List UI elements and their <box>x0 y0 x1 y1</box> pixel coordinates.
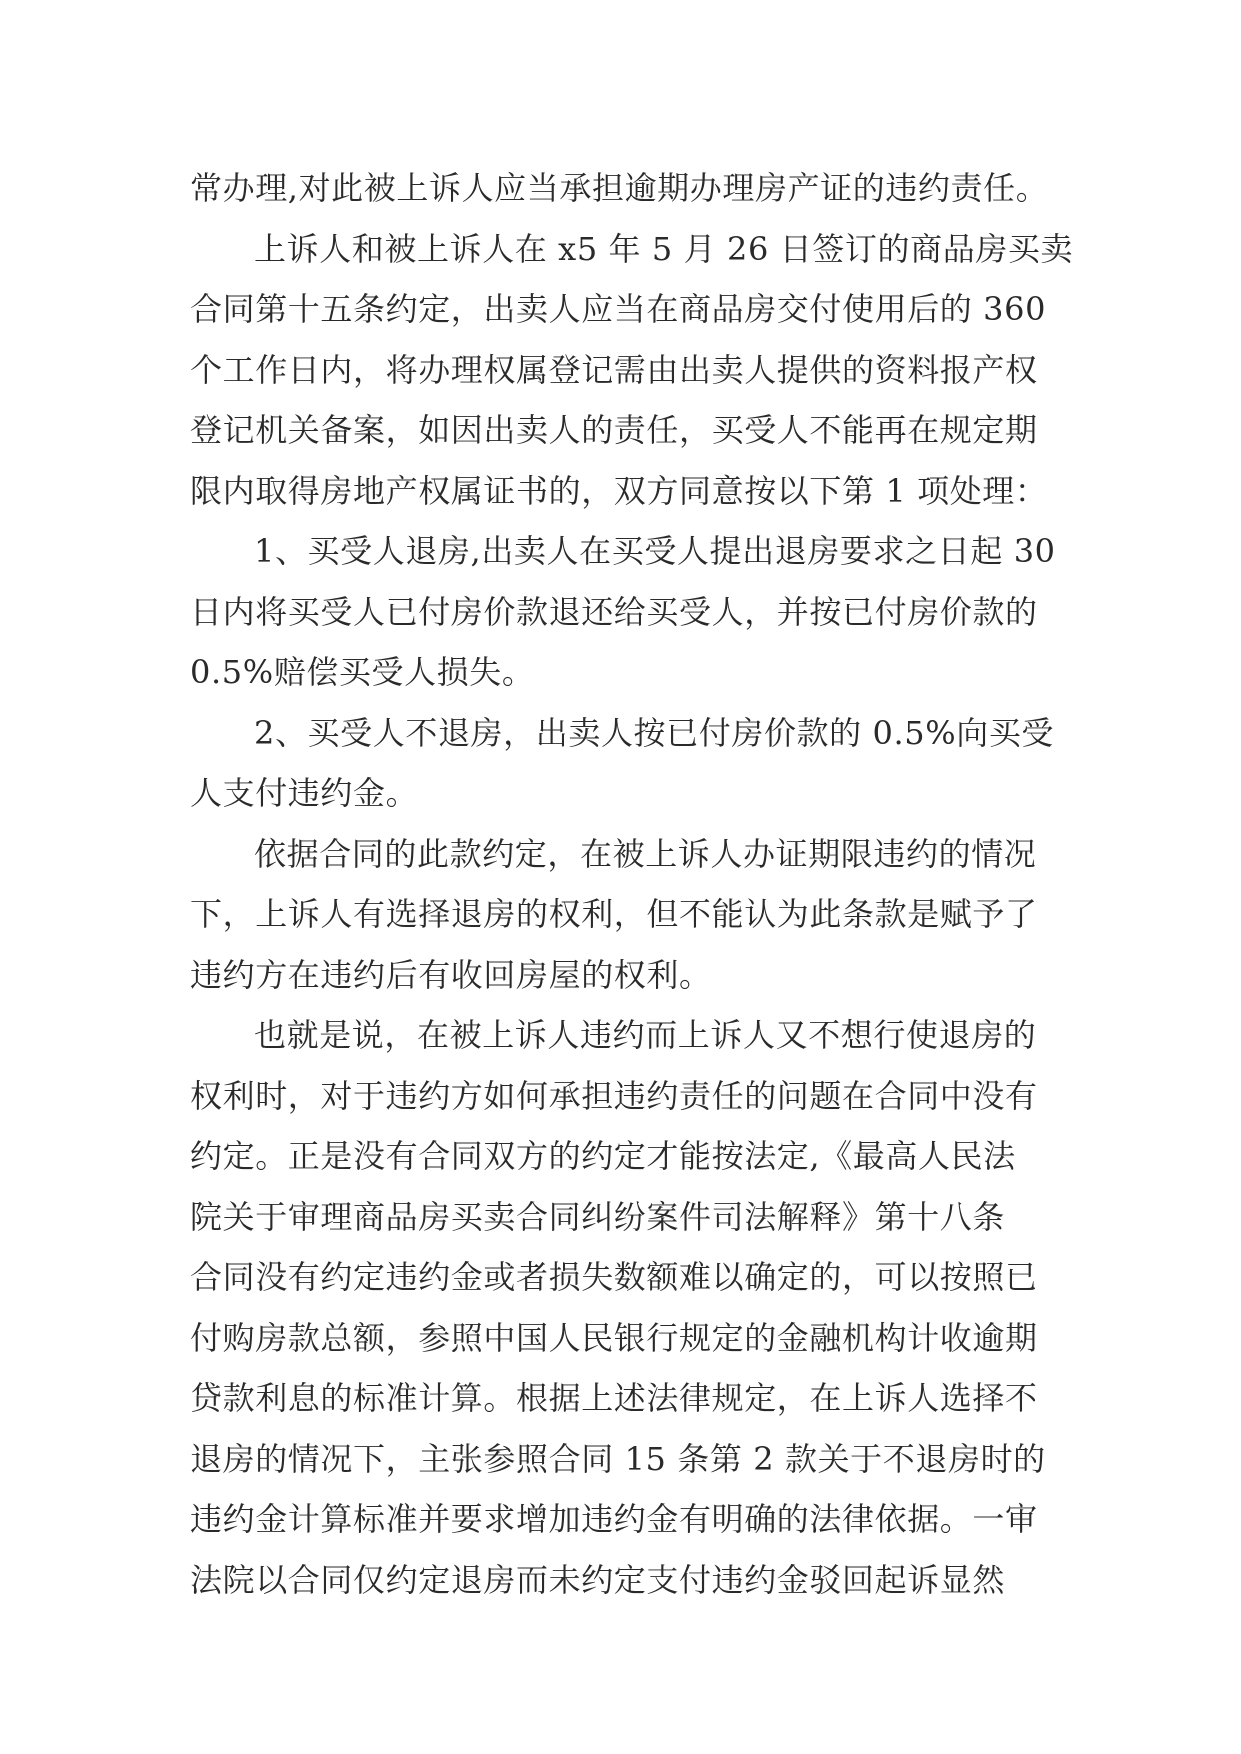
paragraph-start-line: 上诉人和被上诉人在 x5 年 5 月 26 日签订的商品房买卖 <box>254 229 1074 268</box>
list-item-line: 2、买受人不退房，出卖人按已付房价款的 0.5%向买受 <box>254 713 1055 752</box>
text-line: 合同没有约定违约金或者损失数额难以确定的，可以按照已 <box>190 1258 1038 1296</box>
text-line: 法院以合同仅约定退房而未约定支付违约金驳回起诉显然 <box>190 1560 1006 1599</box>
text-line: 限内取得房地产权属证书的，双方同意按以下第 1 项处理： <box>190 471 1048 510</box>
text-line: 违约方在违约后有收回房屋的权利。 <box>190 955 712 994</box>
text-line: 合同第十五条约定，出卖人应当在商品房交付使用后的 360 <box>190 290 1047 328</box>
text-line: 日内将买受人已付房价款退还给买受人，并按已付房价款的 <box>190 592 1038 631</box>
text-line: 下，上诉人有选择退房的权利，但不能认为此条款是赋予了 <box>190 895 1038 933</box>
text-line: 退房的情况下，主张参照合同 15 条第 2 款关于不退房时的 <box>190 1439 1046 1478</box>
text-line: 贷款利息的标准计算。根据上述法律规定，在上诉人选择不 <box>190 1379 1038 1417</box>
text-line: 违约金计算标准并要求增加违约金有明确的法律依据。一审 <box>190 1500 1038 1538</box>
text-line: 院关于审理商品房买卖合同纠纷案件司法解释》第十八条 <box>190 1197 1006 1236</box>
list-item-line: 1、买受人退房,出卖人在买受人提出退房要求之日起 30 <box>254 532 1056 570</box>
text-line: 人支付违约金。 <box>190 774 419 812</box>
text-line: 权利时，对于违约方如何承担违约责任的问题在合同中没有 <box>190 1076 1038 1115</box>
text-line: 付购房款总额，参照中国人民银行规定的金融机构计收逾期 <box>190 1318 1038 1357</box>
text-line: 约定。正是没有合同双方的约定才能按法定,《最高人民法 <box>190 1137 1016 1175</box>
text-line: 个工作日内，将办理权属登记需由出卖人提供的资料报产权 <box>190 350 1038 389</box>
paragraph-start-line: 依据合同的此款约定，在被上诉人办证期限违约的情况 <box>254 834 1037 873</box>
document-body <box>190 158 1074 1610</box>
text-line: 常办理,对此被上诉人应当承担逾期办理房产证的违约责任。 <box>190 169 1049 207</box>
text-line: 0.5%赔偿买受人损失。 <box>190 653 535 691</box>
text-line: 登记机关备案，如因出卖人的责任，买受人不能再在规定期 <box>190 411 1038 449</box>
paragraph-start-line: 也就是说，在被上诉人违约而上诉人又不想行使退房的 <box>254 1016 1037 1054</box>
